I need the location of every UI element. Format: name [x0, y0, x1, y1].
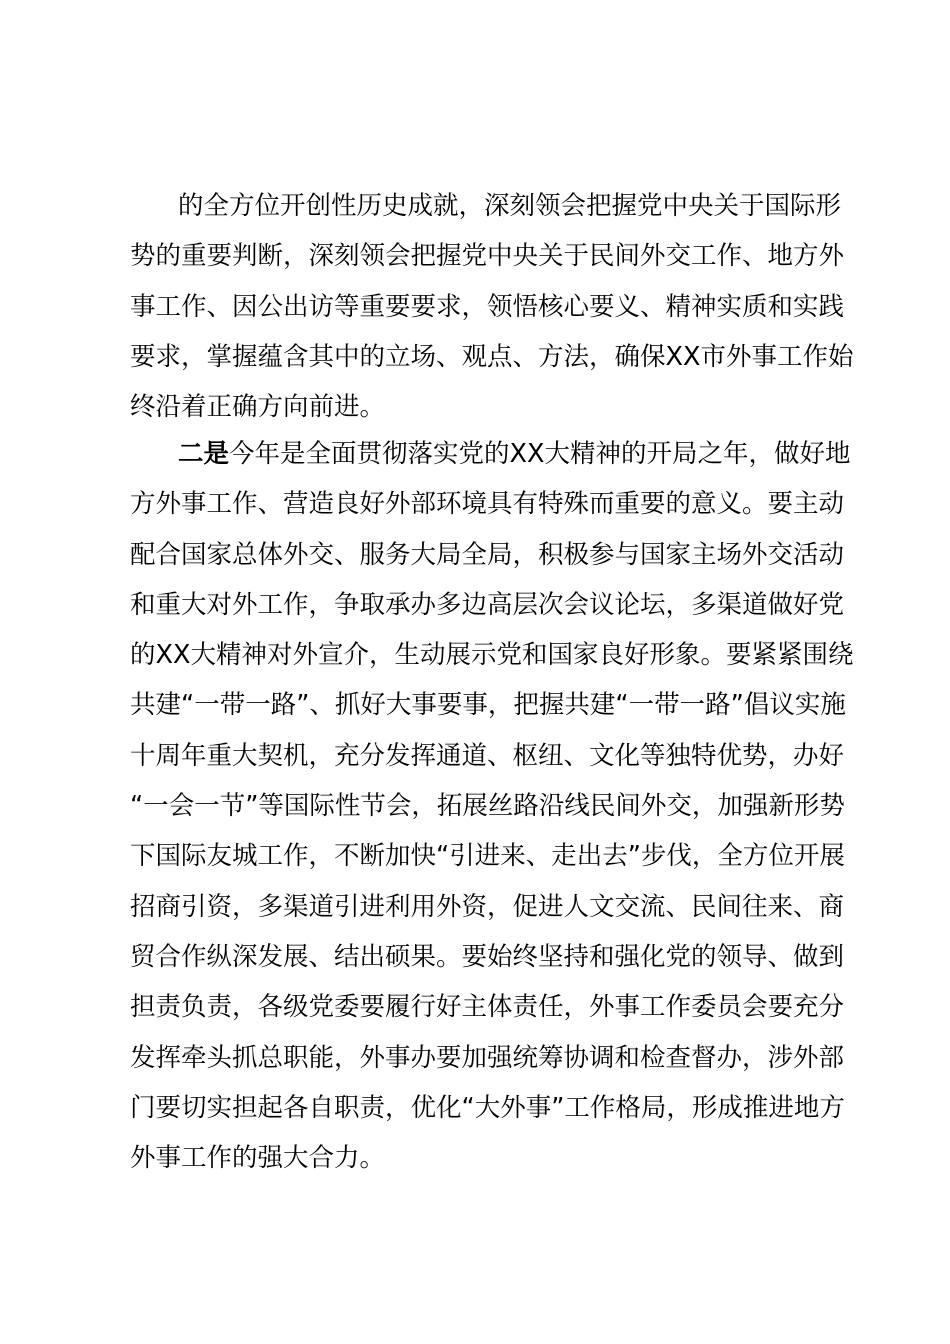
paragraph-2-line-2: 方外事工作、营造良好外部环境具有特殊而重要的意义。要主动 — [130, 489, 845, 520]
paragraph-2-line-6: 共建“一带一路”、抓好大事要事，把握共建“一带一路”倡议实施 — [130, 690, 846, 721]
paragraph-2-line-14: 门要切实担起各自职责，优化“大外事”工作格局，形成推进地方 — [130, 1092, 845, 1123]
paragraph-2-line-12: 担责负责，各级党委要履行好主体责任，外事工作委员会要充分 — [130, 992, 845, 1023]
paragraph-2-line-3: 配合国家总体外交、服务大局全局，积极参与国家主场外交活动 — [130, 539, 845, 570]
paragraph-2-lead: 二是 — [178, 439, 230, 469]
paragraph-1 — [130, 181, 860, 432]
paragraph-1-line-5: 终沿着正确方向前进。 — [130, 392, 386, 423]
paragraph-2 — [130, 429, 860, 1183]
paragraph-1-line-4: 要求，掌握蕴含其中的立场、观点、方法，确保XX市外事工作始 — [130, 341, 854, 372]
paragraph-2-line-8: “一会一节”等国际性节会，拓展丝路沿线民间外交，加强新形势 — [130, 791, 845, 822]
paragraph-2-line-7: 十周年重大契机，充分发挥通道、枢纽、文化等独特优势，办好 — [130, 740, 845, 771]
paragraph-2-line-4: 和重大对外工作，争取承办多边高层次会议论坛，多渠道做好党 — [130, 589, 845, 620]
paragraph-2-line-13: 发挥牵头抓总职能，外事办要加强统筹协调和检查督办，涉外部 — [130, 1042, 845, 1073]
paragraph-2-line-15: 外事工作的强大合力。 — [130, 1143, 386, 1174]
paragraph-2-line-9: 下国际友城工作，不断加快“引进来、走出去”步伐，全方位开展 — [130, 841, 845, 872]
paragraph-1-line-3: 事工作、因公出访等重要要求，领悟核心要义、精神实质和实践 — [130, 291, 845, 322]
paragraph-2-line-1 — [130, 429, 860, 479]
paragraph-2-line-10: 招商引资，多渠道引进利用外资，促进人文交流、民间往来、商 — [130, 891, 845, 922]
paragraph-1-line-2: 势的重要判断，深刻领会把握党中央关于民间外交工作、地方外 — [130, 241, 845, 272]
paragraph-1-line-1: 的全方位开创性历史成就，深刻领会把握党中央关于国际形 — [178, 191, 842, 221]
paragraph-2-line-11: 贸合作纵深发展、结出硕果。要始终坚持和强化党的领导、做到 — [130, 941, 845, 972]
paragraph-2-line-1-rest: 今年是全面贯彻落实党的XX大精神的开局之年，做好地 — [229, 439, 851, 469]
paragraph-2-line-5: 的XX大精神对外宣介，生动展示党和国家良好形象。要紧紧围绕 — [130, 640, 854, 671]
